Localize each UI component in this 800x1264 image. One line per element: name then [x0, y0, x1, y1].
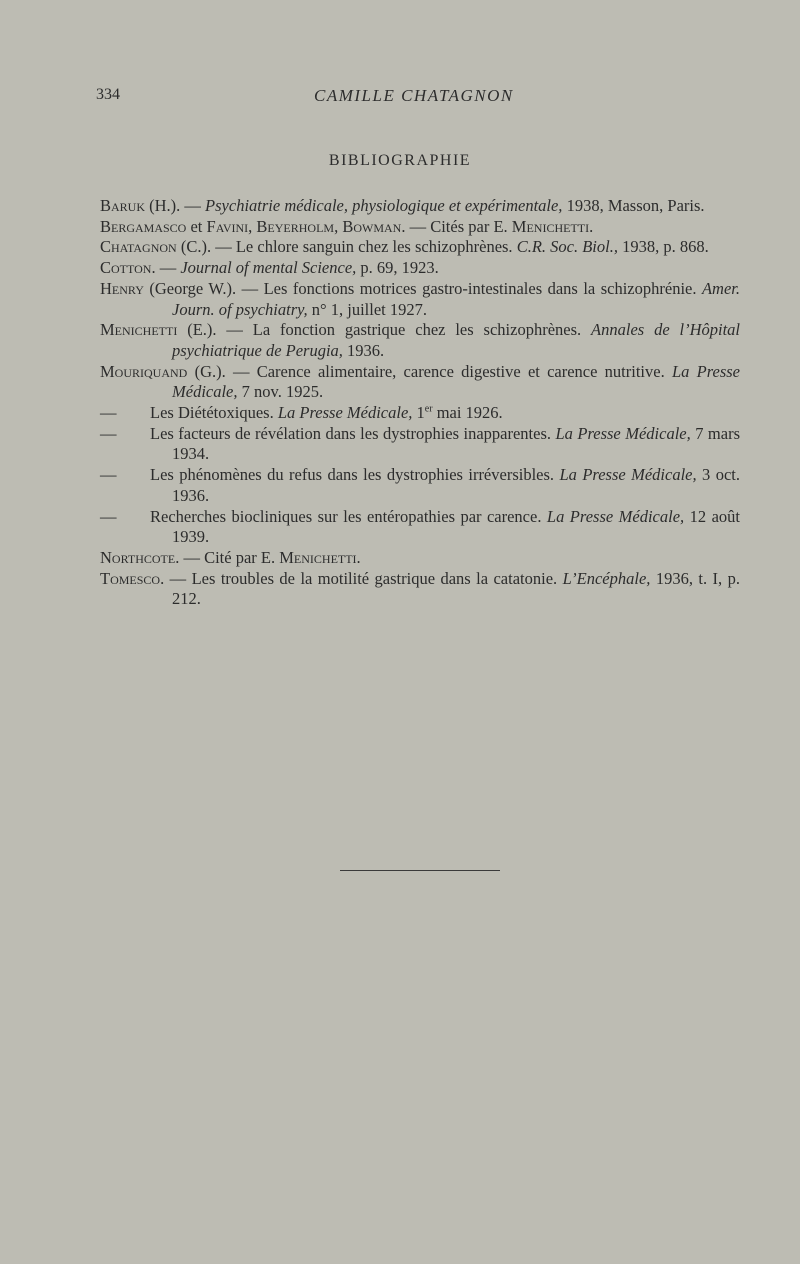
- bibliography-entry: Northcote. — Cité par E. Menichetti.: [100, 547, 361, 567]
- page-header: [96, 82, 736, 106]
- ditto-dash: —: [100, 403, 117, 423]
- bibliography-entry: — Les Diététoxiques. La Presse Médicale, 1er mai 1926.: [100, 403, 503, 423]
- bibliography-entry: Menichetti (E.). — La fonction gastrique chez les schizophrènes. Annales de l’Hôpital psychiatrique de Perugia, 1936.: [100, 320, 741, 360]
- page-number: 334: [96, 86, 120, 103]
- bibliography-entry: Cotton. — Journal of mental Science, p. 69, 1923.: [100, 258, 439, 278]
- bibliography-entry: Mouriquand (G.). — Carence alimentaire, carence digestive et carence nutritive. La Presse Médicale, 7 nov. 1925.: [100, 361, 740, 402]
- ditto-dash: —: [100, 423, 117, 443]
- bibliography-entry: Tomesco. — Les troubles de la motilité gastrique dans la catatonie. L’Encéphale, 1936, t. I, p. 212.: [100, 568, 740, 609]
- ditto-dash: —: [100, 465, 117, 485]
- bibliography-entry: Henry (George W.). — Les fonctions motrices gastro-intestinales dans la schizophrénie. Amer. Journ. of psychiatry, n° 1, juillet 1927.: [100, 278, 740, 319]
- running-head: CAMILLE CHATAGNON: [314, 86, 514, 105]
- section-title: BIBLIOGRAPHIE: [328, 152, 472, 169]
- end-rule: [340, 870, 500, 871]
- bibliography-entry: — Les phénomènes du refus dans les dystrophies irréversibles. La Presse Médicale, 3 oct. 1936.: [100, 465, 740, 505]
- bibliography-entry: Bergamasco et Favini, Beyerholm, Bowman. — Cités par E. Menichetti.: [100, 216, 594, 236]
- bibliography-entry: Chatagnon (C.). — Le chlore sanguin chez les schizophrènes. C.R. Soc. Biol., 1938, p. 868.: [100, 237, 709, 257]
- bibliography-entry: Baruk (H.). — Psychiatrie médicale, physiologique et expérimentale, 1938, Masson, Paris.: [100, 196, 705, 215]
- ditto-dash: —: [100, 506, 117, 526]
- bibliography-list: [100, 196, 740, 610]
- bibliography-entry: — Les facteurs de révélation dans les dystrophies inapparentes. La Presse Médicale, 7 mars 1934.: [100, 423, 740, 464]
- bibliography-entry: — Recherches biocliniques sur les entéropathies par carence. La Presse Médicale, 12 août 1939.: [100, 506, 740, 547]
